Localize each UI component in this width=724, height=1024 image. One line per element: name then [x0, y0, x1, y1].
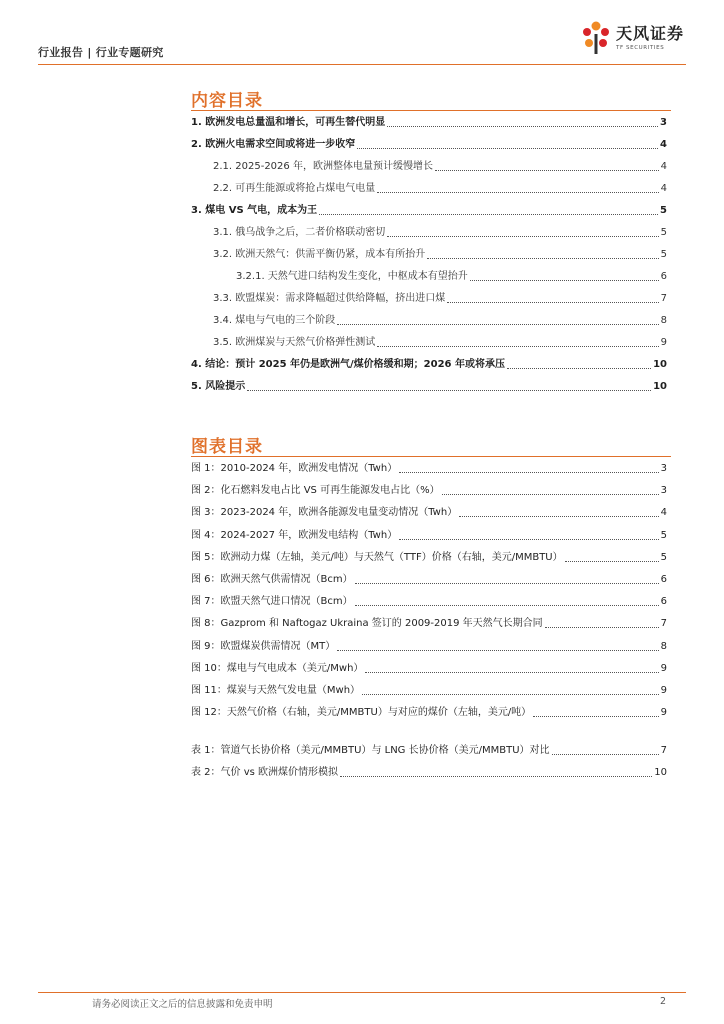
dot-leader [427, 258, 658, 259]
dot-leader [552, 754, 659, 755]
toc-entry-page: 6 [660, 271, 667, 282]
logo-name-cn: 天风证券 [615, 24, 684, 43]
toc-entry-label: 图 10：煤电与气电成本（美元/Mwh） [191, 662, 364, 674]
toc-entry[interactable] [191, 357, 667, 371]
toc-entry-label: 1. 欧洲发电总量温和增长，可再生替代明显 [191, 117, 386, 128]
dot-leader [399, 539, 658, 540]
footer-disclaimer: 请务必阅读正文之后的信息披露和免责申明 [92, 999, 273, 1010]
toc-entry[interactable] [191, 550, 667, 564]
toc-entry-page: 10 [653, 381, 667, 392]
dot-leader [337, 650, 658, 651]
figures-title: 图表目录 [191, 437, 263, 457]
toc-entry[interactable] [191, 616, 667, 630]
toc-entry-label: 3.3. 欧盟煤炭：需求降幅超过供给降幅，挤出进口煤 [213, 293, 446, 304]
toc-entry-page: 9 [660, 662, 667, 674]
toc-entry-label: 图 5：欧洲动力煤（左轴，美元/吨）与天然气（TTF）价格（右轴，美元/MMBTU） [191, 551, 563, 563]
toc-entry[interactable] [213, 225, 667, 239]
toc-entry[interactable] [191, 203, 667, 217]
toc-entry-label: 3.4. 煤电与气电的三个阶段 [213, 315, 336, 326]
dot-leader [435, 170, 659, 171]
toc-entry[interactable] [191, 705, 667, 719]
toc-title: 内容目录 [191, 91, 263, 111]
toc-entry[interactable] [213, 291, 667, 305]
dot-leader [362, 694, 659, 695]
toc-entry[interactable] [191, 115, 667, 129]
header-divider [38, 64, 686, 65]
toc-entry[interactable] [191, 683, 667, 697]
logo-name-en: TF SECURITIES [615, 45, 665, 51]
dot-leader [447, 302, 658, 303]
toc-entry[interactable] [236, 269, 667, 283]
dot-leader [247, 390, 651, 391]
toc-entry-label: 图 12：天然气价格（右轴，美元/MMBTU）与对应的煤价（左轴，美元/吨） [191, 707, 532, 719]
dot-leader [319, 214, 658, 215]
toc-entry-label: 3.5. 欧洲煤炭与天然气价格弹性测试 [213, 337, 376, 348]
toc-entry-page: 5 [660, 205, 667, 216]
dot-leader [377, 192, 658, 193]
toc-entry[interactable] [213, 335, 667, 349]
toc-entry-label: 2.1. 2025-2026 年，欧洲整体电量预计缓慢增长 [213, 161, 433, 172]
figures-title-rule [191, 456, 671, 457]
toc-entry-page: 4 [660, 139, 667, 150]
toc-title-rule [191, 110, 671, 111]
toc-entry[interactable] [213, 313, 667, 327]
toc-entry-label: 图 2：化石燃料发电占比 VS 可再生能源发电占比（%） [191, 485, 440, 497]
dot-leader [355, 583, 659, 584]
toc-entry-page: 10 [654, 767, 667, 778]
dot-leader [545, 627, 659, 628]
toc-entry-page: 3 [660, 117, 667, 128]
toc-entry-label: 表 1：管道气长协价格（美元/MMBTU）与 LNG 长协价格（美元/MMBTU）对比 [191, 745, 550, 756]
toc-entry-page: 4 [660, 161, 667, 172]
toc-entry-label: 3.2. 欧洲天然气：供需平衡仍紧，成本有所抬升 [213, 249, 426, 260]
dot-leader [337, 324, 658, 325]
toc-entry-page: 7 [660, 745, 667, 756]
toc-entry-page: 3 [660, 463, 667, 474]
dot-leader [377, 346, 658, 347]
dot-leader [340, 776, 652, 777]
toc-entry[interactable] [191, 572, 667, 586]
dot-leader [470, 280, 659, 281]
toc-entry-page: 5 [660, 551, 667, 563]
dot-leader [357, 148, 658, 149]
toc-entry[interactable] [213, 159, 667, 173]
toc-entry[interactable] [191, 461, 667, 475]
toc-entry-page: 7 [660, 618, 667, 630]
dot-leader [387, 126, 658, 127]
dot-leader [355, 605, 659, 606]
report-category: 行业报告 | 行业专题研究 [38, 46, 164, 59]
toc-entry[interactable] [191, 483, 667, 497]
toc-entry-page: 5 [660, 227, 667, 238]
toc-entry-page: 7 [660, 293, 667, 304]
toc-entry-label: 5. 风险提示 [191, 381, 246, 392]
toc-entry[interactable] [191, 528, 667, 542]
toc-entry-page: 6 [660, 574, 667, 585]
dot-leader [399, 472, 658, 473]
dot-leader [533, 716, 658, 717]
toc-entry-label: 图 1：2010-2024 年，欧洲发电情况（Twh） [191, 463, 398, 474]
toc-entry-label: 2. 欧洲火电需求空间或将进一步收窄 [191, 139, 356, 150]
toc-entry-page: 4 [660, 183, 667, 194]
toc-entry[interactable] [191, 505, 667, 519]
toc-entry[interactable] [191, 639, 667, 653]
toc-entry-label: 3.1. 俄乌战争之后，二者价格联动密切 [213, 227, 386, 238]
toc-entry-label: 3. 煤电 VS 气电，成本为王 [191, 205, 318, 216]
toc-entry-page: 9 [660, 685, 667, 696]
toc-entry-page: 5 [660, 529, 667, 541]
toc-entry[interactable] [191, 137, 667, 151]
toc-entry-page: 3 [660, 485, 667, 497]
toc-entry-label: 图 4：2024-2027 年，欧洲发电结构（Twh） [191, 529, 398, 541]
toc-entry-label: 图 9：欧盟煤炭供需情况（MT） [191, 640, 336, 652]
toc-entry-page: 8 [660, 640, 667, 652]
toc-entry-page: 10 [653, 359, 667, 370]
toc-entry[interactable] [191, 743, 667, 757]
toc-entry[interactable] [191, 379, 667, 393]
toc-entry-page: 9 [660, 707, 667, 719]
toc-entry-label: 图 6：欧洲天然气供需情况（Bcm） [191, 574, 353, 585]
dot-leader [387, 236, 658, 237]
toc-entry-page: 6 [660, 596, 667, 608]
toc-entry-page: 9 [660, 337, 667, 348]
toc-entry-page: 8 [660, 315, 667, 326]
flower-logo-icon [580, 20, 612, 56]
toc-entry-label: 图 8：Gazprom 和 Naftogaz Ukraina 签订的 2009-2019 年天然气长期合同 [191, 618, 543, 630]
toc-entry[interactable] [213, 181, 667, 195]
dot-leader [565, 561, 659, 562]
footer-page-number: 2 [659, 996, 666, 1007]
dot-leader [507, 368, 651, 369]
toc-entry-label: 3.2.1. 天然气进口结构发生变化，中枢成本有望抬升 [236, 271, 468, 282]
toc-entry-label: 4. 结论：预计 2025 年仍是欧洲气/煤价格缓和期；2026 年或将承压 [191, 359, 505, 370]
toc-entry-label: 2.2. 可再生能源或将抢占煤电气电量 [213, 183, 376, 194]
toc-entry-label: 图 3：2023-2024 年，欧洲各能源发电量变动情况（Twh） [191, 507, 458, 519]
toc-entry-label: 图 7：欧盟天然气进口情况（Bcm） [191, 596, 353, 608]
toc-entry[interactable] [213, 247, 667, 261]
dot-leader [365, 672, 658, 673]
dot-leader [459, 516, 658, 517]
toc-entry-page: 5 [660, 249, 667, 260]
company-logo [580, 20, 684, 56]
footer-divider [38, 992, 686, 993]
toc-entry-page: 4 [660, 507, 667, 519]
toc-entry[interactable] [191, 661, 667, 675]
toc-entry[interactable] [191, 765, 667, 779]
toc-entry-label: 图 11：煤炭与天然气发电量（Mwh） [191, 685, 361, 696]
toc-entry[interactable] [191, 594, 667, 608]
toc-entry-label: 表 2：气价 vs 欧洲煤价情形模拟 [191, 767, 339, 778]
dot-leader [442, 494, 659, 495]
